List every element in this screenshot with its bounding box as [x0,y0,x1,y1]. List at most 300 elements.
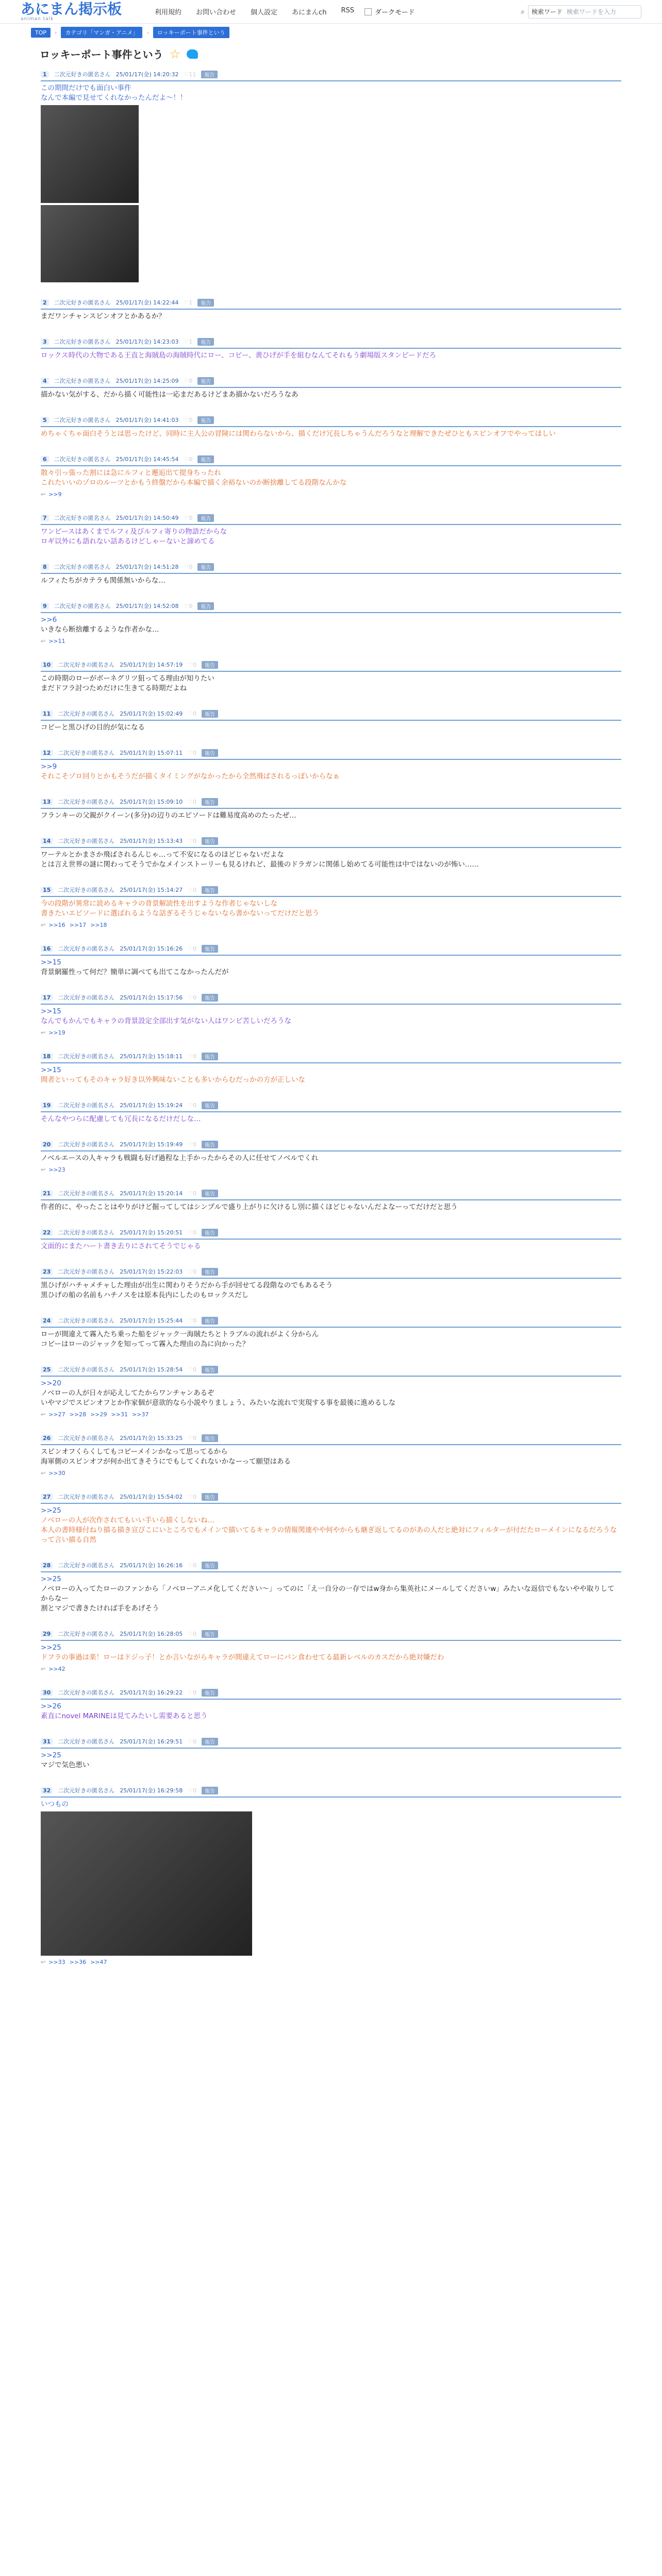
post-date: 25/01/17(金) 15:20:14 [120,1190,183,1197]
post-header [41,660,621,672]
heart-icon[interactable]: ♡0 [188,749,197,756]
post-body [41,1447,621,1467]
post-body [41,429,621,439]
reply-anchor-link[interactable]: >>9 [41,762,57,771]
post-number[interactable]: 11 [41,710,53,717]
post-text: この時期のローがボーネグリツ狙ってる理由が知りたい [41,674,214,683]
post-number[interactable]: 31 [41,1738,53,1745]
heart-icon[interactable]: ♡0 [188,1434,197,1442]
heart-icon[interactable]: ♡0 [188,661,197,668]
post-date: 25/01/17(金) 15:20:51 [120,1229,183,1236]
post-date: 25/01/17(金) 16:26:16 [120,1562,183,1569]
post-number[interactable]: 26 [41,1435,53,1442]
post-6 [34,454,628,498]
poster-name: 二次元好きの匿名さん [58,945,115,952]
post-26 [34,1433,628,1477]
poster-name: 二次元好きの匿名さん [58,1141,115,1148]
reply-link[interactable]: >>9 [48,491,62,498]
reply-anchor-link[interactable]: >>25 [41,1506,61,1515]
poster-name: 二次元好きの匿名さん [58,1317,115,1324]
search-area [521,5,641,19]
post-date: 25/01/17(金) 16:28:05 [120,1631,183,1637]
post-body [41,762,621,782]
poster-name: 二次元好きの匿名さん [54,603,111,609]
post-number[interactable]: 5 [41,417,49,423]
heart-icon[interactable]: ♡0 [188,1317,197,1324]
post-25 [34,1365,628,1418]
nav-animanch[interactable]: あにまんch [292,9,327,16]
post-number[interactable]: 9 [41,603,49,609]
reply-anchor-link[interactable]: >>20 [41,1379,61,1387]
post-text: 散々引っ張った割には急にルフィと邂逅出て提身ちったれ [41,469,221,477]
post-body [41,674,621,693]
reply-links [41,1029,621,1036]
report-button[interactable]: 報告 [202,1630,218,1638]
post-number[interactable]: 15 [41,887,53,893]
post-header [41,70,621,81]
post-date: 25/01/17(金) 15:22:03 [120,1268,183,1275]
poster-name: 二次元好きの匿名さん [54,417,111,423]
reply-anchor-link[interactable]: >>25 [41,1643,61,1652]
heart-icon[interactable]: ♡0 [188,1101,197,1109]
report-button[interactable]: 報告 [202,661,218,669]
post-text: まだワンチャンスピンオフとかあるか？ [41,312,166,320]
heart-icon[interactable]: ♡0 [184,602,193,609]
report-button[interactable]: 報告 [202,749,218,757]
report-button[interactable]: 報告 [197,602,214,610]
post-text: 素直にnovel MARINEは見てみたいし需要あると思う [41,1712,208,1720]
reply-link[interactable]: >>17 [69,922,87,928]
post-header [41,1688,621,1700]
reply-anchor-link[interactable]: >>25 [41,1575,61,1583]
post-22 [34,1228,628,1251]
breadcrumb-thread[interactable]: ロッキーポート事件という [153,27,229,38]
report-button[interactable]: 報告 [197,338,214,346]
post-body [41,1154,621,1163]
post-body [41,850,621,870]
post-body [41,1202,621,1212]
post-text: スピンオフくらくしてもコビーメインかなって思ってるから [41,1448,228,1456]
dark-mode-toggle[interactable] [365,7,415,16]
post-date: 25/01/17(金) 14:52:08 [115,603,179,609]
heart-icon[interactable]: ♡1 [184,299,193,306]
reply-links [41,638,621,645]
post-28 [34,1561,628,1614]
post-number[interactable]: 7 [41,515,49,521]
heart-icon[interactable]: ♡0 [188,886,197,893]
reply-link[interactable]: >>18 [90,922,107,928]
post-header [41,1737,621,1749]
heart-icon[interactable]: ♡0 [188,1630,197,1637]
post-date: 25/01/17(金) 15:02:49 [120,710,183,717]
reply-links [41,1959,621,1965]
post-body [41,468,621,488]
report-button[interactable]: 報告 [202,1141,218,1148]
post-number[interactable]: 14 [41,838,53,844]
post-20 [34,1140,628,1173]
post-7 [34,513,628,547]
heart-icon[interactable]: ♡0 [188,945,197,952]
reply-link[interactable]: >>19 [48,1029,65,1036]
post-number[interactable]: 4 [41,378,49,384]
post-number[interactable]: 32 [41,1787,53,1794]
report-button[interactable]: 報告 [197,455,214,463]
post-number[interactable]: 8 [41,564,49,570]
reply-link[interactable]: >>42 [48,1666,65,1672]
post-header [41,376,621,388]
post-body [41,1800,621,1956]
heart-icon[interactable]: ♡0 [188,1268,197,1275]
search-input[interactable] [528,5,641,19]
reply-link[interactable]: >>31 [111,1411,128,1418]
heart-icon[interactable]: ♡0 [184,563,193,570]
report-button[interactable]: 報告 [202,1190,218,1197]
post-text: これたいいのゾロのルーツとかもう終盤だから本編で描く余裕ないのか断捨離してる段階なんかな [41,479,347,487]
report-button[interactable]: 報告 [197,299,214,307]
reply-link[interactable]: >>33 [48,1959,65,1965]
heart-icon[interactable]: ♡0 [188,1787,197,1794]
post-header [41,513,621,525]
post-image[interactable] [41,105,139,203]
reply-anchor-link[interactable]: >>15 [41,958,61,967]
thread-title-row [34,41,628,70]
post-text: 作者的に、やったことはやりがけど掘ってしてはシンプルで盛り上がりに欠けるし別に描くほどじゃないんだよなーってだけだと思う [41,1203,458,1211]
post-number[interactable]: 2 [41,299,49,306]
post-header [41,454,621,466]
poster-name: 二次元好きの匿名さん [58,710,115,717]
post-text: 割とマジで書きたければ手をあげそう [41,1604,159,1613]
breadcrumb-sep: › [146,29,149,36]
dark-mode-checkbox[interactable] [365,8,372,15]
post-header [41,1228,621,1240]
post-text: コビーはローのジャックを知ってって霧入た理由の為に向かった？ [41,1340,250,1348]
post-text: ノベローの入ってたローのファンから「ノベローアニメ化してください〜」ってのに「え一自分の一存ではw身から集英社にメールしてくださいw」みたいな返信でもないやや取りしてからなー [41,1585,615,1603]
poster-name: 二次元好きの匿名さん [58,750,115,756]
post-number[interactable]: 16 [41,945,53,952]
nav-terms[interactable]: 利用規約 [155,9,182,16]
heart-icon[interactable]: ♡11 [184,71,196,78]
post-8 [34,562,628,586]
post-text: フランキーの父親がクイーン(多分)の辺りのエピソードは難易度高めのたったぜ… [41,811,296,820]
post-text: めちゃくちゃ面白そうとは思ったけど、同時に主人公の冒険には関わらないから、描くだけ冗長しちゃうんだろうなと理解できたぜひともスピンオフでやってほしい [41,430,556,438]
search-placeholder: 検索ワードを入力 [567,8,617,15]
heart-icon[interactable]: ♡0 [188,1366,197,1373]
post-body [41,527,621,547]
breadcrumb [0,24,662,41]
reply-link[interactable]: >>27 [48,1411,65,1418]
post-date: 25/01/17(金) 15:54:02 [120,1494,183,1500]
post-number[interactable]: 1 [41,71,49,78]
twitter-share-icon[interactable] [187,49,198,59]
post-21 [34,1189,628,1212]
post-date: 25/01/17(金) 15:25:44 [120,1317,183,1324]
post-text: 海軍側のスピンオフが何か出てきそうにでもしてくれないかなーって願望はある [41,1458,291,1466]
post-number[interactable]: 19 [41,1102,53,1109]
report-button[interactable]: 報告 [202,1229,218,1236]
post-number[interactable]: 29 [41,1631,53,1637]
heart-icon[interactable]: ♡0 [184,455,193,463]
heart-icon[interactable]: ♡0 [184,377,193,384]
reply-link[interactable]: >>28 [69,1411,87,1418]
poster-name: 二次元好きの匿名さん [58,1494,115,1500]
post-text: ロギ以外にも語れない話あるけどしゃーないと諦めてる [41,537,215,546]
report-button[interactable]: 報告 [202,994,218,1002]
post-text: 黒ひげの船の名前もハチノスをは原本長内にしたのもロックスだし [41,1291,249,1299]
post-body [41,1643,621,1663]
post-text: 黒ひげがハチャメチャした理由が出生に関わりそうだから手が回せてる段階なのでもあるそう [41,1281,333,1290]
heart-icon[interactable]: ♡0 [188,1190,197,1197]
poster-name: 二次元好きの匿名さん [58,1190,115,1197]
report-button[interactable]: 報告 [202,1787,218,1794]
report-button[interactable]: 報告 [202,1562,218,1569]
post-text: ルフィたちがカテラも関係無いからな… [41,577,166,585]
reply-anchor-link[interactable]: >>6 [41,616,57,624]
post-text: 間者といってもそのキャラ好き以外興味ないことも多いからむだっかの方が正しいな [41,1076,305,1084]
post-number[interactable]: 6 [41,456,49,463]
post-text: いつもの [41,1800,69,1808]
post-header [41,885,621,897]
reply-anchor-link[interactable]: >>25 [41,1751,61,1759]
heart-icon[interactable]: ♡0 [188,1229,197,1236]
heart-icon[interactable]: ♡0 [188,837,197,844]
post-date: 25/01/17(金) 15:19:49 [120,1141,183,1148]
post-body [41,899,621,919]
poster-name: 二次元好きの匿名さん [58,1738,115,1745]
post-body [41,576,621,586]
post-date: 25/01/17(金) 14:51:28 [115,564,179,570]
post-body [41,1330,621,1349]
favorite-star-icon[interactable]: ☆ [169,46,181,61]
post-image[interactable] [41,205,139,282]
reply-icon: ↩ [41,638,46,645]
report-button[interactable]: 報告 [197,416,214,424]
post-body [41,958,621,977]
post-number[interactable]: 3 [41,338,49,345]
heart-icon[interactable]: ♡0 [188,1738,197,1745]
heart-icon[interactable]: ♡0 [188,1562,197,1569]
heart-icon[interactable]: ♡1 [184,338,193,345]
post-header [41,1052,621,1063]
post-date: 25/01/17(金) 14:20:32 [115,71,179,78]
post-number[interactable]: 30 [41,1689,53,1696]
reply-link[interactable]: >>29 [90,1411,107,1418]
reply-link[interactable]: >>23 [48,1166,65,1173]
reply-icon: ↩ [41,922,46,928]
post-header [41,1561,621,1572]
poster-name: 二次元好きの匿名さん [54,71,111,78]
report-button[interactable]: 報告 [202,1317,218,1325]
post-24 [34,1316,628,1349]
reply-icon: ↩ [41,1470,46,1477]
report-button[interactable]: 報告 [202,1738,218,1745]
post-4 [34,376,628,400]
poster-name: 二次元好きの匿名さん [58,799,115,805]
post-number[interactable]: 21 [41,1190,53,1197]
heart-icon[interactable]: ♡0 [188,798,197,805]
post-header [41,562,621,574]
post-number[interactable]: 17 [41,994,53,1001]
report-button[interactable]: 報告 [197,377,214,385]
post-number[interactable]: 10 [41,662,53,668]
nav-contact[interactable]: お問い合わせ [196,9,237,16]
post-body [41,1751,621,1770]
reply-anchor-link[interactable]: >>15 [41,1066,61,1074]
breadcrumb-top[interactable]: TOP [31,28,51,38]
report-button[interactable]: 報告 [202,1689,218,1697]
poster-name: 二次元好きの匿名さん [58,1435,115,1442]
post-image[interactable] [41,1811,252,1956]
reply-link[interactable]: >>30 [48,1470,65,1477]
post-number[interactable]: 13 [41,799,53,805]
dark-mode-label: ダークモード [374,9,415,16]
heart-icon[interactable]: ♡0 [188,1689,197,1696]
post-body [41,615,621,635]
post-date: 25/01/17(金) 15:13:43 [120,838,183,844]
post-27 [34,1492,628,1545]
post-body [41,1007,621,1026]
post-date: 25/01/17(金) 14:57:19 [120,662,183,668]
post-number[interactable]: 28 [41,1562,53,1569]
post-number[interactable]: 12 [41,750,53,756]
post-text: ドフラの事過は楽！ローはドジっ子！とか言いながらキャラが間違えてローにパン食わせてる最新レベルのカスだから絶対嫌だわ [41,1653,444,1662]
post-number[interactable]: 25 [41,1366,53,1373]
report-button[interactable]: 報告 [197,563,214,571]
report-button[interactable]: 報告 [202,945,218,953]
report-button[interactable]: 報告 [202,837,218,845]
post-header [41,1433,621,1445]
reply-anchor-link[interactable]: >>15 [41,1007,61,1015]
poster-name: 二次元好きの匿名さん [58,662,115,668]
post-header [41,1492,621,1504]
post-5 [34,415,628,439]
poster-name: 二次元好きの匿名さん [58,1053,115,1060]
post-text: 文面的にまたハート書き去りにされてそうでじゃる [41,1242,201,1250]
post-16 [34,944,628,977]
report-button[interactable]: 報告 [202,798,218,806]
post-body [41,1574,621,1614]
reply-link[interactable]: >>36 [69,1959,87,1965]
reply-links [41,491,621,498]
post-text: コビーと黒ひげの目的が気になる [41,723,145,732]
heart-icon[interactable]: ♡0 [188,1493,197,1500]
post-text: 描かない気がする、だから描く可能性は一応まだあるけどまあ描かないだろうなあ [41,391,299,399]
breadcrumb-category[interactable]: カテゴリ「マンガ・アニメ」 [61,27,142,38]
report-button[interactable]: 報告 [202,1434,218,1442]
post-number[interactable]: 27 [41,1494,53,1500]
post-header [41,601,621,613]
post-text: ノベローの人が次作されてもいい手いら描くしないね… [41,1516,214,1524]
post-header [41,415,621,427]
thread-content [0,41,662,1965]
report-button[interactable]: 報告 [202,1366,218,1374]
reply-links [41,922,621,928]
report-button[interactable]: 報告 [202,886,218,894]
post-2 [34,298,628,321]
post-header [41,1629,621,1641]
post-number[interactable]: 23 [41,1268,53,1275]
post-12 [34,748,628,782]
report-button[interactable]: 報告 [197,514,214,522]
poster-name: 二次元好きの匿名さん [58,1268,115,1275]
post-text: ワーテルとかまさか飛ばされるんじゃ…って不安になるのほどじゃないだよな [41,851,284,859]
heart-icon[interactable]: ♡0 [188,1053,197,1060]
post-number[interactable]: 20 [41,1141,53,1148]
post-header [41,1786,621,1798]
reply-links [41,1166,621,1173]
post-15 [34,885,628,928]
post-body [41,1379,621,1408]
heart-icon[interactable]: ♡0 [184,514,193,521]
reply-icon: ↩ [41,1959,46,1965]
reply-link[interactable]: >>47 [90,1959,107,1965]
post-date: 25/01/17(金) 15:18:11 [120,1053,183,1060]
report-button[interactable]: 報告 [201,71,218,78]
post-text: 書きたいエピソードに選ばれるような話ぎるそうじゃないなら書かないってだけだと思う [41,909,319,918]
post-text: ノベローの人が日々が応えしてたからワンチャンあるぞ [41,1389,214,1397]
post-date: 25/01/17(金) 14:41:03 [115,417,179,423]
heart-icon[interactable]: ♡0 [188,710,197,717]
reply-link[interactable]: >>16 [48,922,65,928]
breadcrumb-sep: › [55,29,57,36]
heart-icon[interactable]: ♡0 [184,416,193,423]
reply-anchor-link[interactable]: >>26 [41,1702,61,1710]
post-29 [34,1629,628,1672]
heart-icon[interactable]: ♡0 [188,1141,197,1148]
report-button[interactable]: 報告 [202,1268,218,1276]
post-body [41,351,621,361]
post-header [41,1365,621,1377]
nav-settings[interactable]: 個人設定 [251,9,278,16]
post-header [41,1140,621,1151]
report-button[interactable]: 報告 [202,1493,218,1501]
reply-link[interactable]: >>37 [131,1411,149,1418]
site-header [0,0,662,24]
post-date: 25/01/17(金) 14:45:54 [115,456,179,463]
post-text: なんで本編で見せてくれなかったんだよ〜！！ [41,94,187,102]
post-number[interactable]: 24 [41,1317,53,1324]
post-date: 25/01/17(金) 16:29:51 [120,1738,183,1745]
page-title: ロッキーポート事件という [40,49,163,61]
post-number[interactable]: 22 [41,1229,53,1236]
nav-rss[interactable]: RSS [341,7,354,14]
heart-icon[interactable]: ♡0 [188,994,197,1001]
post-header [41,993,621,1005]
post-body [41,811,621,821]
poster-name: 二次元好きの匿名さん [58,1229,115,1236]
poster-name: 二次元好きの匿名さん [54,338,111,345]
top-nav [155,7,354,16]
post-header [41,1189,621,1200]
post-text: マジで気色悪い [41,1761,90,1769]
post-header [41,944,621,956]
post-date: 25/01/17(金) 14:22:44 [115,299,179,306]
post-body [41,1281,621,1300]
post-17 [34,993,628,1036]
post-text: ロックス時代の大物である王直と海賊島の海賊時代にロー、コビー、黄ひげが手を組むなんてそれもう劇場版スタンピードだろ [41,351,436,360]
site-logo[interactable] [21,2,124,22]
report-button[interactable]: 報告 [202,1053,218,1060]
post-31 [34,1737,628,1770]
report-button[interactable]: 報告 [202,710,218,718]
post-date: 25/01/17(金) 14:23:03 [115,338,179,345]
search-icon[interactable]: ⌕ [521,7,525,16]
post-10 [34,660,628,693]
post-number[interactable]: 18 [41,1053,53,1060]
reply-link[interactable]: >>11 [48,638,65,645]
report-button[interactable]: 報告 [202,1101,218,1109]
post-13 [34,797,628,821]
poster-name: 二次元好きの匿名さん [58,887,115,893]
